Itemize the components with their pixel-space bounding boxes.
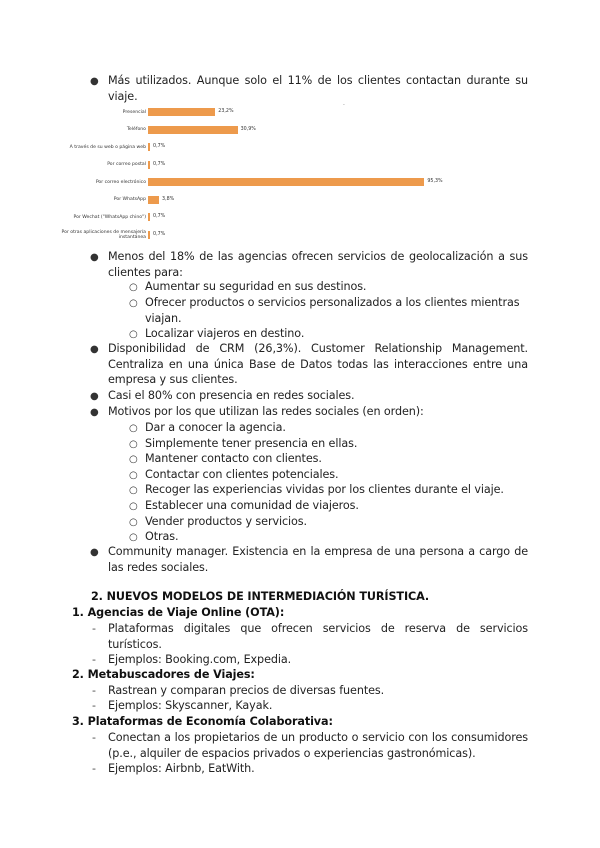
motive-item: Recoger las experiencias vividas por los clientes durante el viaje. [145, 483, 504, 497]
chart-value-label: 0,7% [153, 161, 166, 167]
model-title: 1. Agencias de Viaje Online (OTA): [72, 606, 285, 619]
dash-marker: - [92, 699, 96, 712]
chart-bar [148, 196, 159, 204]
sub-bullet-marker: ○ [129, 516, 138, 528]
sub-bullet-marker: ○ [129, 532, 138, 544]
chart-value-label: 95,3% [427, 179, 443, 184]
chart-category-label: A través de su web o página web [69, 144, 146, 150]
motive-item: Simplemente tener presencia en ellas. [145, 436, 358, 450]
chart-bar [148, 231, 150, 239]
sub-bullet-marker: ○ [129, 298, 138, 309]
model-item: Ejemplos: Skyscanner, Kayak. [108, 699, 273, 712]
section-title: 2. NUEVOS MODELOS DE INTERMEDIACIÓN TURÍSTICA. [91, 590, 430, 603]
sub-bullet-marker: ○ [129, 454, 138, 466]
chart-category-label: Teléfono [126, 127, 146, 132]
motive-item: Dar a conocer la agencia. [145, 421, 286, 434]
model-title: 2. Metabuscadores de Viajes: [72, 668, 255, 681]
model-item: Ejemplos: Booking.com, Expedia. [108, 653, 292, 666]
intro-bullet-text: Más utilizados. Aunque solo el 11% de los clientes contactan durante su viaje. [108, 74, 528, 103]
crm-bullet-text: Disponibilidad de CRM (26,3%). Customer Relationship Management. Centraliza en una única Base de Datos todas las interacciones entre una empresa y sus clientes. [108, 342, 528, 387]
motive-item: Contactar con clientes potenciales. [145, 467, 339, 481]
stray-dot: . [343, 100, 345, 107]
sub-bullet-marker: ○ [129, 485, 138, 497]
dash-marker: - [92, 622, 96, 635]
model-item: Ejemplos: Airbnb, EatWith. [108, 762, 255, 775]
contact-channels-chart [60, 104, 480, 244]
chart-value-label: 0,7% [153, 231, 166, 237]
bullet-marker: ● [90, 391, 99, 402]
chart-value-label: 23,2% [218, 109, 234, 114]
sub-bullet-marker: ○ [129, 438, 138, 450]
bullet-marker: ● [90, 407, 99, 418]
model-title: 3. Plataformas de Economía Colaborativa: [72, 715, 333, 728]
dash-marker: - [92, 684, 96, 697]
chart-bar [148, 161, 150, 169]
chart-bar [148, 108, 215, 116]
sub-bullet-marker: ○ [129, 469, 138, 481]
sub-bullet-marker: ○ [129, 423, 138, 434]
model-item: Plataformas digitales que ofrecen servicios de reserva de servicios turísticos. [108, 622, 528, 651]
chart-bar [148, 213, 150, 221]
cm-bullet-text: Community manager. Existencia en la empresa de una persona a cargo de las redes sociales. [108, 545, 528, 574]
bullet-marker: ● [90, 252, 99, 263]
chart-bar [148, 126, 238, 134]
chart-value-label: 0,7% [153, 144, 166, 149]
sub-bullet-marker: ○ [129, 501, 138, 512]
dash-marker: - [92, 731, 96, 744]
bullet-marker: ● [90, 547, 99, 558]
chart-category-label: Presencial [122, 109, 146, 115]
dash-marker: - [92, 762, 96, 775]
motive-item: Vender productos y servicios. [145, 514, 307, 528]
geo-sub-item: Aumentar su seguridad en sus destinos. [145, 280, 367, 293]
model-item: Rastrean y comparan precios de diversas fuentes. [108, 684, 385, 697]
geo-sub-item: Ofrecer productos o servicios personalizados a los clientes mientras viajan. [145, 296, 520, 325]
chart-category-label: Por Wechat ("WhatsApp chino") [73, 214, 146, 220]
sub-bullet-marker: ○ [129, 282, 138, 293]
bullet-marker: ● [90, 344, 99, 355]
chart-value-label: 30,9% [240, 126, 256, 132]
motive-item: Mantener contacto con clientes. [145, 452, 322, 466]
model-item: Conectan a los propietarios de un producto o servicio con los consumidores (p.e., alquiler de espacios privados o experiencias gastronómicas). [108, 731, 528, 760]
chart-category-label: Por WhatsApp [113, 197, 146, 202]
chart-category-label: Por correo electrónico [95, 179, 146, 185]
geo-bullet-text: Menos del 18% de las agencias ofrecen servicios de geolocalización a sus clientes para: [108, 250, 528, 279]
motive-item: Otras. [145, 530, 179, 544]
chart-category-label: Por otras aplicaciones de mensajería instantánea [61, 229, 146, 240]
geo-sub-item: Localizar viajeros en destino. [145, 327, 305, 340]
motive-item: Establecer una comunidad de viajeros. [145, 499, 359, 512]
motives-bullet-text: Motivos por los que utilizan las redes sociales (en orden): [108, 405, 424, 418]
sub-bullet-marker: ○ [129, 329, 138, 340]
chart-value-label: 0,7% [153, 214, 166, 219]
social-bullet-text: Casi el 80% con presencia en redes sociales. [108, 389, 355, 402]
chart-bar [148, 143, 150, 151]
bullet-marker: ● [90, 76, 99, 87]
chart-value-label: 3,8% [162, 196, 175, 202]
chart-category-label: Por correo postal [107, 162, 146, 167]
chart-bar [148, 178, 424, 186]
dash-marker: - [92, 653, 96, 666]
